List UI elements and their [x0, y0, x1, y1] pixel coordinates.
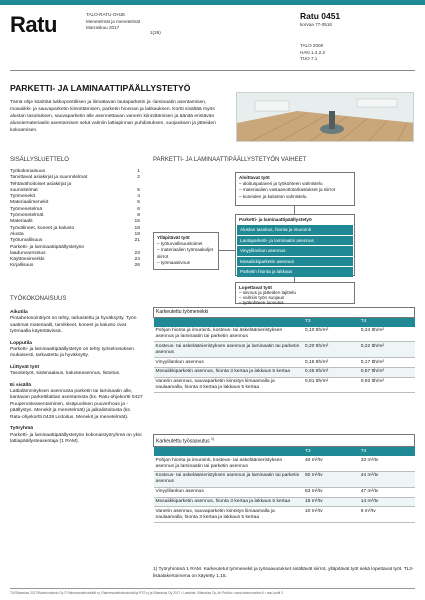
- page-footer: TU/Siltarakas 2017/Rakennustieto Oy © Rakennustietosäätiö ry, Rakennustietokeskukslöyt RTS ry ja Siltarakas Oy 2017 • Laadinta: Siltarakas Oy, Ari Pellola • www.rakennustieto.fi • ratu-kortti 3: [10, 591, 283, 595]
- tool-block: [10, 426, 144, 445]
- toc-entry-label: Työmenetelmä: [10, 206, 43, 212]
- flow-end-item: – työkohteen luovutus: [239, 300, 284, 305]
- toc-entry-label: Työmenetelmät: [10, 213, 44, 219]
- flow-parallel-item: – materiaalien työmaakuljet siirrot: [157, 247, 213, 259]
- toc-entry: [10, 263, 140, 269]
- work-phase-flowchart: [153, 170, 415, 304]
- table-cell: 18 m²/tv: [303, 497, 359, 507]
- toc-heading: SISÄLLYSLUETTELO: [10, 157, 69, 163]
- table-column-header: T3: [303, 447, 359, 456]
- table-cell: 0,81 tth/m²: [303, 377, 359, 393]
- table-title-footnote-ref: 1): [211, 437, 215, 442]
- toc-entry-label: Parketti- ja laminaattipäällystetyön: [10, 244, 85, 250]
- toc-entry-label: Materiaalimenekit: [10, 200, 49, 206]
- toc-entry-label: Alusta: [10, 231, 24, 237]
- tool-block: [10, 383, 144, 421]
- toc-entry-page: 18: [134, 225, 140, 231]
- table-cell: 0,15 tth/m²: [303, 358, 359, 368]
- table-title: [154, 435, 415, 447]
- table-row: [154, 472, 415, 488]
- tool-block: [10, 310, 144, 336]
- table-row: [154, 497, 415, 507]
- header-publisher: TALO-RATU-OHJE: [86, 12, 126, 17]
- table-cell: 0,10 tth/m²: [303, 327, 359, 342]
- table-row: [154, 507, 415, 523]
- flow-connector: [219, 250, 235, 251]
- toc-entry-page: 15: [134, 219, 140, 225]
- table-title-text: Karkeutettu työmenekki: [156, 309, 209, 316]
- toc-entry-label: suunnitelmat: [10, 187, 38, 193]
- toc-entry-page: 26: [134, 263, 140, 269]
- table-cell: 44 m²/tv: [359, 472, 415, 488]
- flow-end-box: [235, 282, 355, 304]
- table-cell: 0,57 tth/m²: [359, 367, 415, 377]
- top-accent-bar: [0, 0, 425, 5]
- flow-main-step: Alustan tasoitus, hionta ja imurointi: [237, 225, 353, 235]
- table-cell: 0,22 tth/m²: [359, 342, 415, 358]
- toc-entry-page: 5: [137, 187, 140, 193]
- flow-end-title: Lopettavat työt: [239, 285, 272, 290]
- flow-parallel-item: – työturvallisuustoimet: [157, 241, 203, 247]
- table-cell: Mosaiikkiparketin asennus, hionta 3 kertaa ja lakkaus 5 kertaa: [154, 367, 303, 377]
- tool-block-text: Parketti- ja laminaattipäällystetyön kokonaistyöryhmä on yksi lattiapäällysteasentaja (1 RAM).: [10, 432, 142, 444]
- table-cell: Pohjan hionta ja imurointi, kosteus- tai askeläänieristyksen asennus ja laminaatin tai parketin asennus: [154, 456, 303, 471]
- toc-entry-page: 5: [137, 200, 140, 206]
- toc-entry-page: 1: [137, 169, 140, 174]
- table-cell: Kosteus- tai askeläänieristyksen asennus ja laminaatin tai parketin asennus: [154, 342, 303, 358]
- header-meta: [86, 12, 140, 32]
- tool-section-heading: TYÖKOKONAISUUS: [10, 296, 67, 302]
- toc-entry-page: 8: [137, 213, 140, 219]
- footer-divider: [10, 588, 415, 589]
- parquet-illustration: [237, 93, 414, 142]
- table-cell: 9 m²/tv: [359, 507, 415, 523]
- table-cell: Mosaiikkiparketin asennus, hionta 3 kertaa ja lakkaus 5 kertaa: [154, 497, 303, 507]
- flow-main-step: Mosaiikkiparketin asennus: [237, 257, 353, 267]
- flow-start-item: – materiaalien vastaanottotarkastukset ja siirrot: [239, 187, 336, 193]
- flow-parallel-item: – työmaasiivous: [157, 259, 190, 265]
- flow-parallel-box: [153, 232, 219, 270]
- toc-entry-page: 4: [137, 194, 140, 200]
- table-row: [154, 342, 415, 358]
- class-code: HAN 1.4.2.2: [300, 49, 326, 55]
- flow-main-step: Vinyylilankun asennus: [237, 246, 353, 256]
- toc-entry-page: 19: [134, 231, 140, 237]
- toc-entry-label: Työturvallisuus: [10, 238, 43, 244]
- flow-start-item: – koneiden ja kaluston valmistelu: [239, 193, 307, 199]
- tool-block-text: Tasoitetyöt, sisämaalaus, kalusteasennus, listoitus.: [10, 371, 121, 377]
- ratu-logo: Ratu: [10, 12, 57, 37]
- class-code: TUO 7.1: [300, 56, 318, 61]
- toc-entry-label: Työvälineet, koneet ja kalusto: [10, 225, 75, 231]
- tool-block-title: Ei sisällä: [10, 382, 31, 388]
- table-column-header: T4: [359, 447, 415, 456]
- parquet-floor-photo: [236, 92, 414, 142]
- work-effort-table: [153, 307, 415, 393]
- table-column-header: [154, 317, 303, 326]
- toc-entry-label: Työkokonaisuus: [10, 169, 46, 174]
- classification-codes: [300, 43, 325, 63]
- header-date: Marraskuu 2017: [86, 25, 120, 30]
- tool-block: [10, 365, 144, 378]
- table-footnote: 1) Työryhmänä 1 RAM. Karkeutetut työmenekit ja työsaavutukset sisältävät siirrot, ylläpitävät työt sekä lopettavat työt. TL3-lisäalakertoimena on käytetty 1,15.: [153, 567, 414, 579]
- toc-entry-label: laadunvarmistus: [10, 250, 46, 256]
- toc-entry-label: Käyttöesimerkki: [10, 257, 45, 263]
- tool-block-text: Pintabetonointityöt on tehty, tarkastettu ja hyväksytty. Työn vaatimat materiaalit, tarvikkeet, koneet ja kalusto ovat työmaalla käytettävissä.: [10, 316, 137, 335]
- toc-entry-page: 24: [134, 257, 140, 263]
- flow-main-step: Lautaparketti- ja laminaatin asennus: [237, 236, 353, 246]
- card-replaces: korvaa 77-0516: [300, 22, 332, 27]
- tool-block-title: Liittyvät työt: [10, 364, 40, 370]
- toc-entry-page: 21: [134, 238, 140, 244]
- toc-entry-label: Materiaalit: [10, 219, 33, 225]
- table-cell: 47 m²/tv: [359, 487, 415, 497]
- table-row: [154, 358, 415, 368]
- flow-main-step: Parketin hionta ja lakkaus: [237, 267, 353, 277]
- table-row: [154, 367, 415, 377]
- table-column-header: [154, 447, 303, 456]
- tool-block-title: Työryhmä: [10, 426, 34, 432]
- toc-entry-label: Tarvittavat asiakirjat ja suunnitelmat: [10, 175, 88, 181]
- page-number: 1(26): [150, 30, 161, 35]
- tool-section: [10, 310, 144, 450]
- table-cell: Pohjan hionta ja imurointi, kosteus- tai äskeläänieristyksen asennus ja laminaatin tai parketin asennus: [154, 327, 303, 342]
- table-cell: Kosteus- tai askeläänieristyksen asennus ja laminaatin tai parketin asennus: [154, 472, 303, 488]
- toc-entry-page: 2: [137, 175, 140, 181]
- flow-start-item: – aloituspalaveri ja työkohteen valmistelu: [239, 181, 323, 187]
- tool-block-text: Lattialämmityksen asennusta parketin tai laminaatin alle, kantavan parkettilattian asentamista (ks. Ratu-ohjekortti 0427 Puuperusteasentaminen, sisäpuolinen puuverhous ja -päällystys. Menekit ja menetelmät) ja jalkalistoitusta (ks. Ratu-ohjekortti 0428 Listoitus. Menekit ja menetelmät).: [10, 389, 143, 420]
- flow-start-box: [235, 172, 355, 206]
- table-of-contents: [10, 169, 140, 270]
- toc-entry-label: Kirjallisuus: [10, 263, 34, 269]
- flow-end-item: – siivous ja jätteiden lajittelu: [239, 290, 296, 295]
- toc-entry-label: Työmenekit: [10, 194, 36, 200]
- flow-start-title: Aloittavat työt: [239, 175, 270, 180]
- table-cell: 0,45 tth/m²: [303, 367, 359, 377]
- table-row: [154, 456, 415, 471]
- table-cell: 53 m²/tv: [303, 487, 359, 497]
- page-title: PARKETTI- JA LAMINAATTIPÄÄLLYSTETYÖ: [10, 83, 191, 93]
- tool-block-title: Lopputila: [10, 340, 33, 346]
- table-cell: 0,93 tth/m²: [359, 377, 415, 393]
- tool-block-text: Parketti- ja laminaattipäällystetyö on tehty työselostuksen mukaisesti, tarkastettu ja hyväksytty.: [10, 347, 134, 359]
- table-cell: 33 m²/tv: [359, 456, 415, 471]
- work-output-table: [153, 434, 415, 523]
- table-cell: Vinyylilankun asennus: [154, 487, 303, 497]
- flow-main-box: [235, 214, 355, 276]
- flow-end-item: – valmiin työn suojaus: [239, 295, 285, 300]
- header-divider: [10, 70, 415, 71]
- table-cell: 50 m²/tv: [303, 472, 359, 488]
- table-cell: Vanerin asennus, sauvaparketin kiinnitys liimaamalla ja naulaamalla, hionta 3 kertaa ja lakkaus 5 kertaa: [154, 507, 303, 523]
- toc-entry-page: 23: [134, 250, 140, 256]
- flow-connector: [294, 206, 295, 214]
- flow-main-title: Parketti- ja laminaattipäällystetyö: [239, 217, 312, 222]
- table-cell: 0,20 tth/m²: [303, 342, 359, 358]
- table-column-header: T3: [303, 317, 359, 326]
- table-title-text: Karkeutettu työsaavutus: [156, 439, 210, 446]
- table-cell: 14 m²/tv: [359, 497, 415, 507]
- header-doc-type: Menetelmät ja menetelmät: [86, 18, 141, 24]
- table-cell: 0,24 tth/m²: [359, 327, 415, 342]
- table-row: [154, 377, 415, 393]
- table-cell: 10 m²/tv: [303, 507, 359, 523]
- tool-block-title: Aikutila: [10, 310, 28, 315]
- flow-parallel-title: Ylläpitävät työt: [157, 235, 190, 240]
- flow-heading: PARKETTI- JA LAMINAATTIPÄÄLLYSTETYÖN VAIHEET: [153, 157, 307, 163]
- table-cell: 0,17 tth/m²: [359, 358, 415, 368]
- table-title: [154, 308, 415, 318]
- class-code: TALO 2000: [300, 43, 324, 48]
- toc-entry-label: Tehtävähoitoiset asiakirjat ja: [10, 181, 72, 187]
- card-code: Ratu 0451: [300, 11, 341, 21]
- table-column-header: T4: [359, 317, 415, 326]
- table-cell: 40 m²/tv: [303, 456, 359, 471]
- table-row: [154, 487, 415, 497]
- table-row: [154, 327, 415, 342]
- intro-paragraph: Tämä ohje käsittää lukkoponttilisen ja liimattavan lautaparketin ja -laminaatin asentamisen, mosaiikki- ja sauvaparketin kiinnittämisen, parketin hionnan ja lakkauksen. Kortti sisältää myös alustan tasoituksen, sauvaparketin alle asennettavan vanerin kiinnittämisen ja äänitä eristävän aluseiemateriaalin asentamisen sekä valmiin lattiapinnan puhdistuksen, suojauksen ja jätteiden kokoamisen.: [10, 100, 216, 133]
- toc-entry-page: 6: [137, 206, 140, 212]
- tool-block: [10, 341, 144, 360]
- table-cell: Vanerin asennus, sauvaparketin kiinnitys liimaamalla ja naulaamalla, hionta 3 kertaa ja lakkaus 5 kertaa: [154, 377, 303, 393]
- table-cell: Vinyylilankun asennus: [154, 358, 303, 368]
